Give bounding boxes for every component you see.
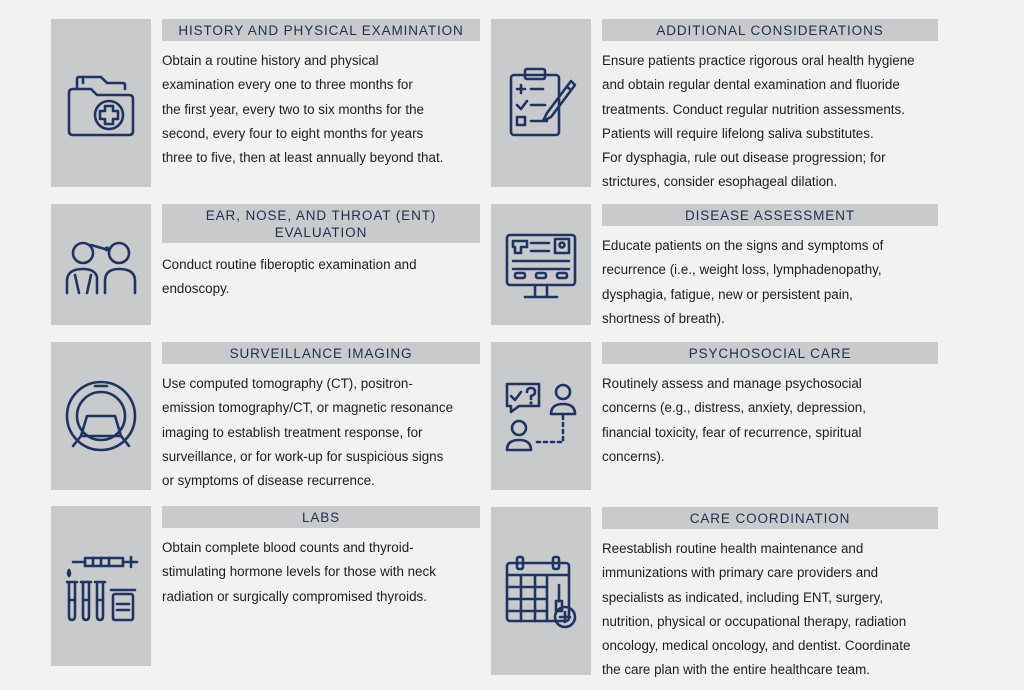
- icon-panel: [491, 507, 591, 675]
- medical-folder-icon: [61, 63, 141, 143]
- icon-panel: [51, 204, 151, 325]
- card-text: Reestablish routine health maintenance and immunizations with primary care providers and specialists as indicated, including ENT, surgery, nutrition, physical or occupational therapy, radiation oncology, medical oncology, and dentist. Coordinate the care plan with the entire healthcare team.: [602, 541, 911, 678]
- card-text: Conduct routine fiberoptic examination and endoscopy.: [162, 257, 417, 297]
- card-title: CARE COORDINATION: [602, 507, 938, 529]
- icon-panel: [51, 19, 151, 187]
- doctor-patient-exam-icon: [61, 225, 141, 305]
- test-tubes-syringe-icon: [61, 546, 141, 626]
- mri-scanner-icon: [61, 376, 141, 456]
- card-title: PSYCHOSOCIAL CARE: [602, 342, 938, 364]
- icon-panel: [491, 204, 591, 325]
- card-text: Ensure patients practice rigorous oral health hygiene and obtain regular dental examination and fluoride treatments. Conduct regular nutrition assessments. Patients will require lifelong saliva substitutes. For dysphagia, rule out disease progression; for strictures, consider esophageal dilation.: [602, 53, 915, 190]
- card-title: DISEASE ASSESSMENT: [602, 204, 938, 226]
- card-title: LABS: [162, 506, 480, 528]
- consultation-chat-icon: [501, 376, 581, 456]
- card-title: SURVEILLANCE IMAGING: [162, 342, 480, 364]
- card-text: Use computed tomography (CT), positron- emission tomography/CT, or magnetic resonance imaging to establish treatment response, for surveillance, or for work-up for suspicious signs or symptoms of disease recurrence.: [162, 376, 454, 489]
- icon-panel: [51, 342, 151, 490]
- medical-monitor-icon: [501, 225, 581, 305]
- icon-panel: [491, 19, 591, 187]
- calendar-medical-icon: [501, 551, 581, 631]
- clipboard-checklist-icon: [501, 63, 581, 143]
- card-text: Educate patients on the signs and symptoms of recurrence (i.e., weight loss, lymphadenopathy, dysphagia, fatigue, new or persistent pain, shortness of breath).: [602, 238, 884, 326]
- card-title: EAR, NOSE, AND THROAT (ENT) EVALUATION: [162, 204, 480, 243]
- card-text: Routinely assess and manage psychosocial concerns (e.g., distress, anxiety, depression, financial toxicity, fear of recurrence, spiritual concerns).: [602, 376, 866, 464]
- card-title: ADDITIONAL CONSIDERATIONS: [602, 19, 938, 41]
- icon-panel: [491, 342, 591, 490]
- card-title: HISTORY AND PHYSICAL EXAMINATION: [162, 19, 480, 41]
- card-text: Obtain complete blood counts and thyroid- stimulating hormone levels for those with neck radiation or surgically compromised thyroids.: [162, 540, 436, 604]
- icon-panel: [51, 506, 151, 666]
- card-text: Obtain a routine history and physical examination every one to three months for the first year, every two to six months for the second, every four to eight months for years three to five, then at least annually beyond that.: [162, 53, 444, 166]
